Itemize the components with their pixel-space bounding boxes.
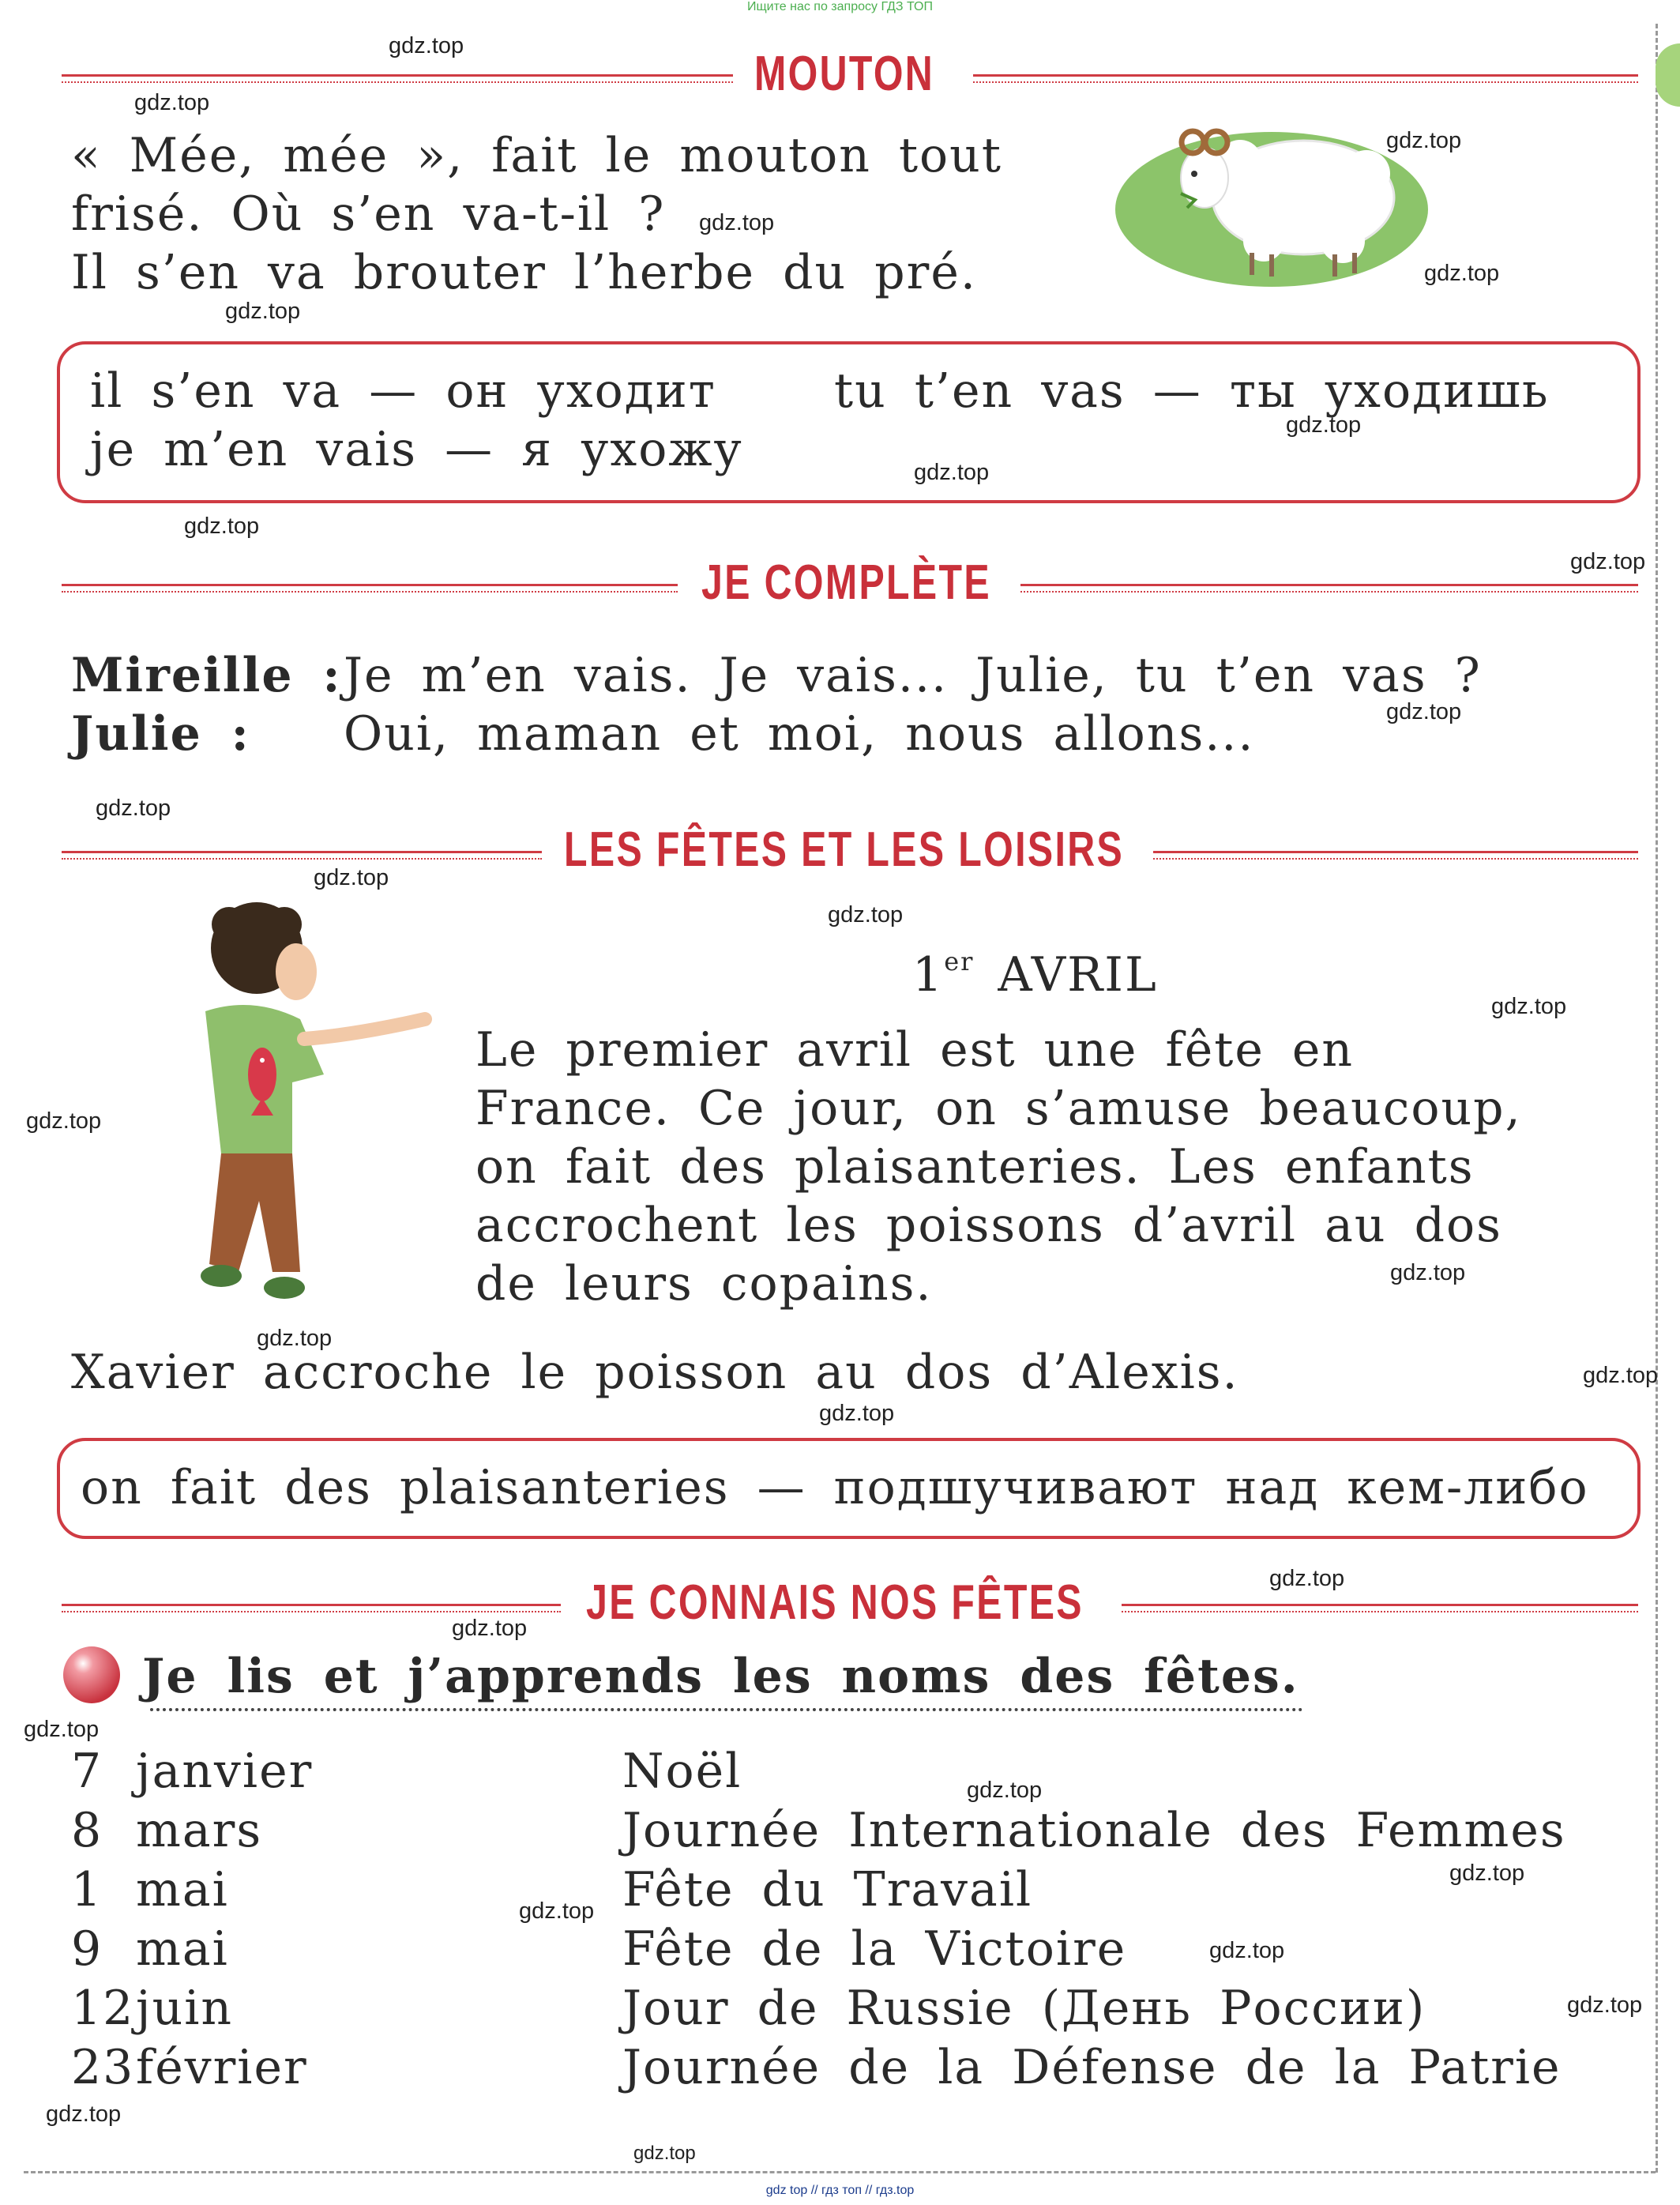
watermark: gdz.top xyxy=(134,90,210,115)
holiday-month-1: janvier xyxy=(136,1744,314,1799)
vocab-line-1-left: il s’en va — он уходит xyxy=(90,363,716,419)
watermark: gdz.top xyxy=(1269,1566,1345,1591)
holiday-month-2: mars xyxy=(136,1803,263,1858)
holiday-day-6: 23 xyxy=(71,2040,135,2095)
connais-heading: JE CONNAIS NOS FÊTES xyxy=(586,1575,1084,1630)
mouton-line-3: Il s’en va brouter l’herbe du pré. xyxy=(71,245,977,300)
mouton-heading: MOUTON xyxy=(754,47,935,101)
line-julie: Oui, maman et moi, nous allons... xyxy=(344,706,1255,762)
complete-heading: JE COMPLÈTE xyxy=(701,555,992,610)
holiday-name-5: Jour de Russie (День России) xyxy=(622,1981,1426,2036)
line-mireille: Je m’en vais. Je vais... Julie, tu t’en vas ? xyxy=(344,648,1482,703)
watermark: gdz.top xyxy=(1390,1260,1466,1285)
watermark: gdz.top xyxy=(225,299,301,324)
watermark: gdz.top xyxy=(24,1717,100,1742)
watermark: gdz.top xyxy=(1209,1938,1285,1963)
watermark: gdz.top xyxy=(314,865,389,890)
boy-illustration xyxy=(174,901,442,1311)
connais-instruction: Je lis et j’apprends les noms des fêtes. xyxy=(142,1649,1299,1704)
watermark: gdz.top xyxy=(1583,1363,1659,1388)
watermark: gdz.top xyxy=(1570,549,1646,574)
holiday-day-5: 12 xyxy=(71,1981,135,2036)
watermark: gdz.top xyxy=(452,1616,528,1641)
watermark: gdz.top xyxy=(46,2102,122,2127)
watermark: gdz.top xyxy=(1286,412,1362,438)
holiday-month-4: mai xyxy=(136,1921,229,1977)
fetes-heading-rule-right xyxy=(1153,851,1638,860)
complete-heading-rule-left xyxy=(62,584,678,593)
avril-para-line-1: Le premier avril est une fête en xyxy=(475,1022,1355,1078)
avril-title-sup: er xyxy=(944,946,975,976)
fetes-vocab-line: on fait des plaisanteries — подшучивают над кем-либо xyxy=(81,1460,1589,1515)
avril-after-line: Xavier accroche le poisson au dos d’Alexis. xyxy=(71,1345,1239,1400)
vocab-line-1-right: tu t’en vas — ты уходишь xyxy=(834,363,1550,419)
watermark: gdz.top xyxy=(914,460,990,485)
watermark: gdz.top xyxy=(633,2143,696,2164)
watermark: gdz.top xyxy=(26,1108,102,1134)
holiday-day-1: 7 xyxy=(71,1744,103,1799)
mouton-heading-rule-left xyxy=(62,74,733,83)
connais-heading-rule-right xyxy=(1122,1604,1638,1612)
vocab-line-2: je m’en vais — я ухожу xyxy=(90,422,743,477)
watermark: gdz.top xyxy=(184,514,260,539)
watermark: gdz.top xyxy=(967,1778,1043,1803)
top-note: Ищите нас по запросу ГДЗ ТОП xyxy=(747,0,933,13)
avril-para-line-5: de leurs copains. xyxy=(475,1256,933,1311)
mouton-line-2: frisé. Où s’en va-t-il ? xyxy=(71,186,666,242)
watermark: gdz.top xyxy=(389,33,464,58)
holiday-month-6: février xyxy=(136,2040,308,2095)
holiday-name-6: Journée de la Défense de la Patrie xyxy=(622,2040,1562,2095)
avril-title-number: 1 xyxy=(912,947,945,1003)
holiday-day-4: 9 xyxy=(71,1921,103,1977)
bottom-note: gdz top // гдз топ // гдз.top xyxy=(765,2184,915,2197)
speaker-mireille: Mireille : xyxy=(71,648,342,703)
connais-heading-rule-left xyxy=(62,1604,561,1612)
watermark: gdz.top xyxy=(828,902,904,928)
mouton-vocab-box xyxy=(57,341,1641,503)
avril-para-line-3: on fait des plaisanteries. Les enfants xyxy=(475,1139,1475,1195)
watermark: gdz.top xyxy=(699,210,775,235)
watermark: gdz.top xyxy=(819,1401,895,1426)
avril-para-line-4: accrochent les poissons d’avril au dos xyxy=(475,1198,1502,1253)
mouton-heading-rule-right xyxy=(973,74,1638,83)
watermark: gdz.top xyxy=(96,796,171,821)
holiday-name-1: Noël xyxy=(622,1744,742,1799)
red-ball-icon xyxy=(60,1643,123,1706)
watermark: gdz.top xyxy=(1424,261,1500,286)
complete-heading-rule-right xyxy=(1020,584,1638,593)
instruction-underline xyxy=(150,1708,1303,1711)
holiday-name-2: Journée Internationale des Femmes xyxy=(622,1803,1566,1858)
page-tab-marker xyxy=(1656,43,1680,107)
watermark: gdz.top xyxy=(1567,1992,1643,2018)
speaker-julie: Julie : xyxy=(71,706,250,762)
mouton-line-1: « Mée, mée », fait le mouton tout xyxy=(71,128,1002,183)
avril-title-word: AVRIL xyxy=(998,947,1158,1003)
watermark: gdz.top xyxy=(519,1898,595,1924)
fetes-heading-rule-left xyxy=(62,851,542,860)
fetes-heading: LES FÊTES ET LES LOISIRS xyxy=(564,822,1125,877)
holiday-day-3: 1 xyxy=(71,1862,103,1917)
watermark: gdz.top xyxy=(1449,1861,1525,1886)
page-edge-bottom xyxy=(24,2171,1656,2173)
holiday-name-3: Fête du Travail xyxy=(622,1862,1033,1917)
holiday-month-3: mai xyxy=(136,1862,229,1917)
watermark: gdz.top xyxy=(1491,994,1567,1019)
holiday-day-2: 8 xyxy=(71,1803,103,1858)
fetes-vocab-box xyxy=(57,1438,1641,1539)
avril-title xyxy=(912,932,1158,1004)
holiday-name-4: Fête de la Victoire xyxy=(622,1921,1127,1977)
avril-para-line-2: France. Ce jour, on s’amuse beaucoup, xyxy=(475,1081,1522,1136)
watermark: gdz.top xyxy=(257,1326,333,1351)
watermark: gdz.top xyxy=(1386,699,1462,724)
holiday-month-5: juin xyxy=(136,1981,234,2036)
watermark: gdz.top xyxy=(1386,128,1462,153)
page-edge-right xyxy=(1656,24,1658,2173)
